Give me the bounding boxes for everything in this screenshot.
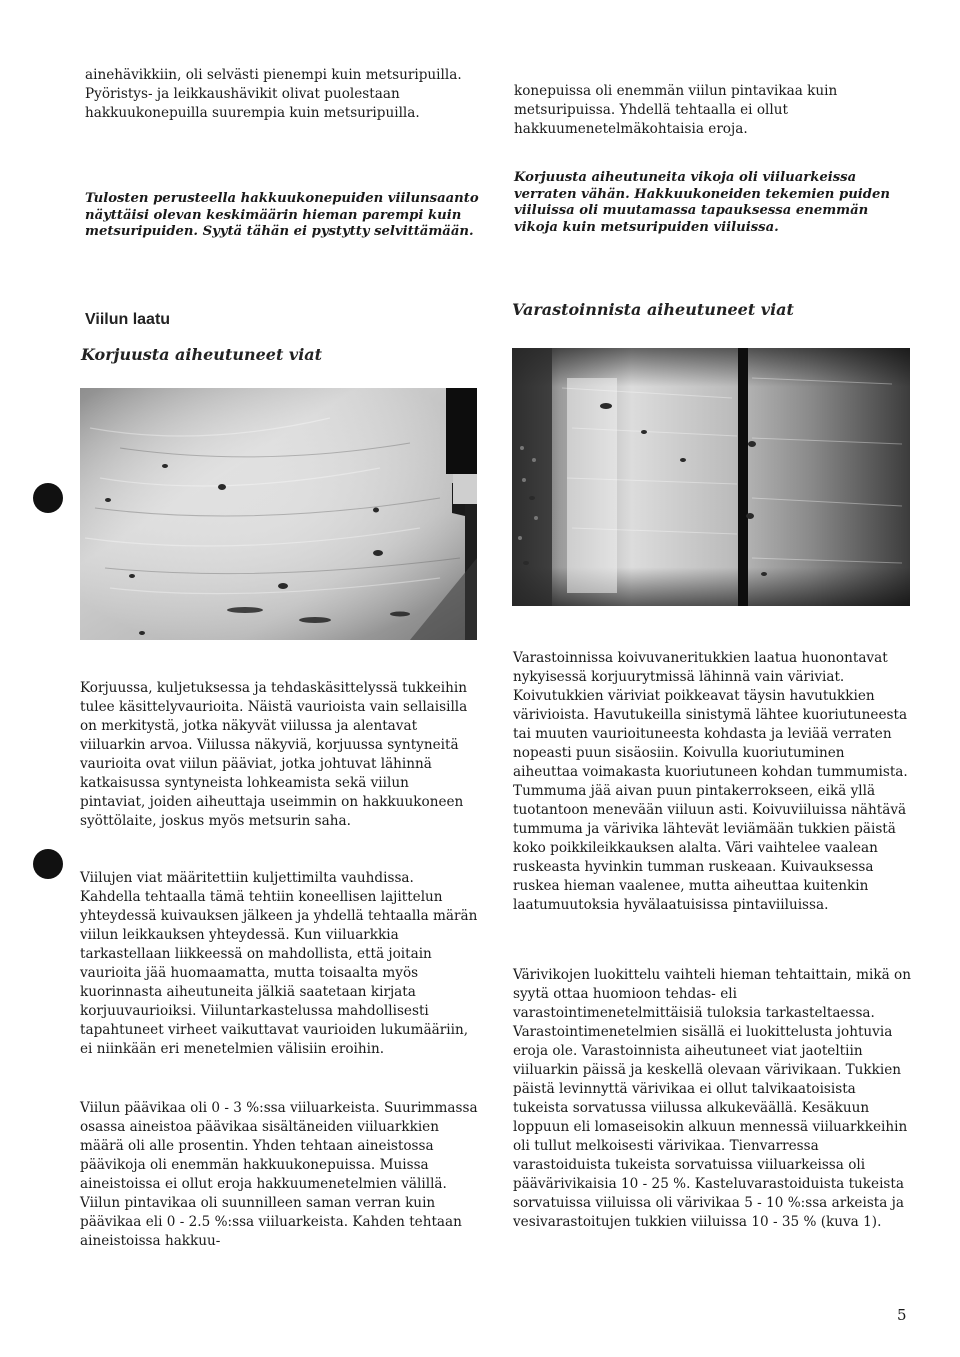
left-paragraph-2: Viilujen viat määritettiin kuljettimilta vauhdissa. Kahdella tehtaalla tämä tehtiin koneellisen lajittelun yhteydessä kuivauksen jälkeen ja yhdellä tehtaalla märän viilun leikkauksen yhteydessä. Kun viiluarkkia tarkastellaan liikkeessä on mahdollista, että joitain vaurioita jää huomaamatta, mutta toisaalta myös kuorinnasta aiheutuneita jälkiä saatetaan kirjata korjuuvaurioiksi. Viiluntarkastelussa mahdollisesti tapahtuneet virheet vaikuttavat vaurioiden lukumääriin, ei niinkään eri menetelmien välisiin eroihin. <box>80 870 478 1057</box>
left-paragraph-1: Korjuussa, kuljetuksessa ja tehdaskäsittelyssä tukkeihin tulee käsittelyvaurioita. Näistä vaurioista vain sellaisilla on merkitystä, jotka näkyvät viilussa ja alentavat viiluarkin arvoa. Viilussa näkyviä, korjuussa syntyneitä vaurioita ovat viilun pääviat, jotka johtuvat lähinnä katkaisussa syntyneista lohkeamista sekä viilun pintaviat, joiden aiheuttaja useimmin on hakkuukoneen syöttölaite, joskus myös metsurin saha. <box>80 680 468 829</box>
section-heading-viilun-laatu: Viilun laatu <box>85 311 171 328</box>
section-heading-varastoinnista: Varastoinnista aiheutuneet viat <box>512 300 794 319</box>
page-number: 5 <box>897 1306 907 1324</box>
right-intro-paragraph: konepuissa oli enemmän viilun pintavikaa kuin metsuripuissa. Yhdellä tehtaalla ei ollut hakkuumenetelmäkohtaisia eroja. <box>514 83 838 137</box>
veneer-photo-storage-discoloration <box>512 348 910 606</box>
binder-hole-top <box>33 483 63 513</box>
subsection-heading-korjuusta: Korjuusta aiheutuneet viat <box>81 345 323 364</box>
right-intro-conclusion: Korjuusta aiheutuneita vikoja oli viiluarkeissa verraten vähän. Hakkuukoneiden tekemien puiden viiluissa oli muutamassa tapauksessa enemmän vikoja kuin metsuripuiden viiluissa. <box>514 170 890 235</box>
left-intro-paragraph: ainehävikkiin, oli selvästi pienempi kuin metsuripuilla. Pyöristys- ja leikkaushävikit olivat puolestaan hakkuukonepuilla suurempia kuin metsuripuilla. <box>85 67 462 121</box>
right-paragraph-1: Varastoinnissa koivuvaneritukkien laatua huonontavat nykyisessä korjuurytmissä lähinnä vain väriviat. Koivutukkien väriviat poikkeavat täysin havutukkien värivioista. Havutukeilla sinistymä lähtee kuoriutuneesta tai muuten vaurioituneesta kohdasta ja leviää verraten nopeasti puun sisäosiin. Koivulla kuoriutuminen aiheuttaa voimakasta kuoriutuneen kohdan tummumista. Tummuma jää aivan puun pintakerrokseen, eikä yllä tuotantoon menevään viiluun asti. Koivuviiluissa nähtävä tummuma ja värivika lähtevät leviämään tukkien päistä koko poikkileikkauksen alalta. Väri vaihtelee vaalean ruskeasta hyvinkin tumman ruskeaan. Kuivauksessa ruskea hieman vaalenee, mutta aiheuttaa kuitenkin laatumuutoksia hyvälaatuisissa pintaviiluissa. <box>513 650 908 913</box>
left-intro-conclusion: Tulosten perusteella hakkuukonepuiden viilunsaanto näyttäisi olevan keskimäärin hieman parempi kuin metsuripuiden. Syytä tähän ei pystytty selvittämään. <box>85 191 479 240</box>
left-paragraph-3: Viilun päävikaa oli 0 - 3 %:ssa viiluarkeista. Suurimmassa osassa aineistoa päävikaa sisältäneiden viiluarkkien määrä oli alle prosentin. Yhden tehtaan aineistossa päävikoja oli enemmän hakkuukonepuissa. Muissa aineistoissa ei ollut eroja hakkuumenetelmien välillä. Viilun pintavikaa oli suunnilleen saman verran kuin päävikaa eli 0 - 2.5 %:ssa viiluarkeista. Kahden tehtaan aineistoissa hakkuu- <box>80 1100 478 1249</box>
veneer-photo-harvest-damage <box>80 388 477 640</box>
right-paragraph-2: Värivikojen luokittelu vaihteli hieman tehtaittain, mikä on syytä ottaa huomioon tehdas- eli varastointimenetelmittäisiä tuloksia tarkasteltaessa. Varastointimenetelmien sisällä ei luokittelusta johtuvia eroja ole. Varastoinnista aiheutuneet viat jaoteltiin viiluarkin päissä ja keskellä olevaan värivikaan. Tukkien päistä levinnyttä värivikaa ei ollut talvikaatoisista tukeista sorvatussa viilussa alkukeväällä. Kesäkuun loppuun eli lomaseisokin alkuun mennessä viiluarkkeihin oli tullut melkoisesti värivikaa. Tienvarressa varastoiduista tukeista sorvatuissa viiluarkeissa oli päävärivikaisia 10 - 25 %. Kasteluvarastoiduista tukeista sorvatuissa viiluissa oli värivikaa 5 - 10 %:ssa arkeista ja vesivarastoitujen tukkien viiluissa 10 - 35 % (kuva 1). <box>513 967 911 1230</box>
binder-hole-bottom <box>33 849 63 879</box>
